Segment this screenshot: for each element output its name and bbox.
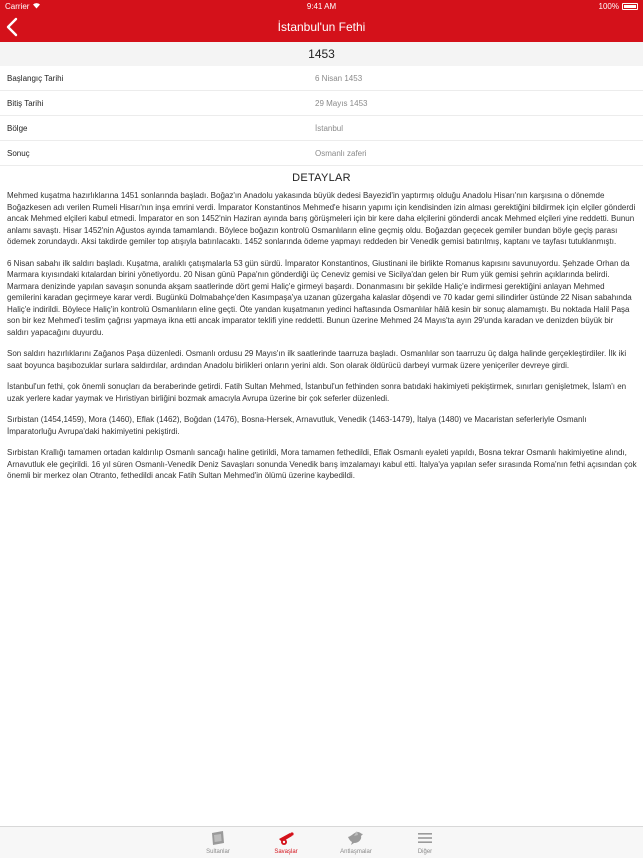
info-row-end-date	[0, 91, 643, 116]
battery-icon	[622, 3, 638, 10]
info-value: 6 Nisan 1453	[315, 74, 363, 83]
year-header: 1453	[0, 42, 643, 66]
navigation-bar	[0, 14, 643, 42]
info-row-region	[0, 116, 643, 141]
info-label: Bitiş Tarihi	[7, 99, 44, 108]
page-title: İstanbul'un Fethi	[277, 20, 366, 34]
info-table	[0, 66, 643, 166]
info-value: 29 Mayıs 1453	[315, 99, 368, 108]
details-heading: DETAYLAR	[292, 172, 351, 184]
info-row-start-date	[0, 66, 643, 91]
info-row-result	[0, 141, 643, 166]
paragraph: İstanbul'un fethi, çok önemli sonuçları da beraberinde getirdi. Fatih Sultan Mehmed, İstanbul'un fethinden sonra batıdaki hakimiyeti pekiştirmek, sınırları genişletmek, İslam'ı en uzak yerlere kadar yaymak ve Hıristiyan birliğini bozmak amacıyla Avrupa üzerine bir çok seferler düzenledi.	[7, 382, 627, 403]
status-bar	[0, 0, 643, 14]
info-label: Sonuç	[7, 149, 30, 158]
paragraph: Sırbistan (1454,1459), Mora (1460), Eflak (1462), Boğdan (1476), Bosna-Hersek, Arnavutluk, Venedik (1463-1479), İtalya (1480) ve Macaristan seferleriyle Osmanlı İmparatorluğu Avrupa'daki hakimiyetini pekiştirdi.	[7, 415, 587, 436]
carrier-label: Carrier	[5, 2, 30, 11]
paragraph: Mehmed kuşatma hazırlıklarına 1451 sonlarında başladı. Boğaz'ın Anadolu yakasında büyük dedesi Bayezid'in yaptırmış olduğu Anadolu Hisarı'nın karşısına o dönemde Boğazkesen adı verilen Rumeli Hisarı'nın inşa emrini verdi. İmparator Konstantinos Mehmed'e hisarın yapımı için kendisinden izin alması gerektiğini bildirmek için elçiler gönderdi ancak Mehmed elçileri kabul etmedi. İmparator en son 1452'nin Haziran ayında barış görüşmeleri için bir kere daha elçilerini gönderdi ancak Mehmed elçileri yine reddetti. Bunun anlamı savaştı. Hisar 1452'nin Ağustos ayında tamamlandı. Böylece boğazın kontrolü Osmanlıların eline geçmiş oldu. Boğazdan geçecek gemiler bundan böyle geçiş parası ödemek zorundaydı. Aksi takdirde gemiler top atışıyla batırılacaktı. 1452 sonlarında ödeme yapmayı reddeden bir Venedik gemisi batırılmış, kaptanı ve tayfası tutuklanmıştı.	[7, 191, 636, 246]
tab-label: Diğer	[417, 849, 433, 855]
tab-label: Antlaşmalar	[340, 849, 372, 855]
paragraph: 6 Nisan sabahı ilk saldırı başladı. Kuşatma, aralıklı çatışmalarla 53 gün sürdü. İmparator Konstantinos, Giustinani ile birlikte Romanus kapısını savunuyordu. Şehzade Orhan da Marmara kıyısındaki kıtalardan birini yönetiyordu. 20 Nisan günü Papa'nın gönderdiği üç Ceneviz gemisi ve Sicilya'dan gelen bir Rum yük gemisi şehrin açıklarında belirdi. Marmara denizinde yapılan savaşın sonunda akşam saatlerinde dört gemi Haliç'e girmeyi başardı. Donanmasını bir şekilde Haliç'e indirmesi gerektiğini anlayan Mehmed gemilerini karadan geçirmeye karar verdi. Bugünkü Dolmabahçe'den Kasımpaşa'ya uzanan güzergaha kalaslar döşendi ve 70 kadar gemi silindirler üstünde 22 Nisan sabahında Haliç'e indirildi. Böylece Haliç'in kontrolü Osmanlıların eline geçti. Öte yandan kuşatmanın yedinci haftasında Osmanlılar hâlâ kesin bir sonuç alamamıştı. Bu noktada Halil Paşa son bir kez Mehmed'i teslim çağrısı yapmaya ikna etti ancak imparator teklifi yine reddetti. Bunun üzerine Mehmed 24 Mayıs'ta ayın 29'unda karadan ve denizden büyük bir saldırı yapacağını duyurdu.	[7, 258, 632, 337]
battery-percent: 100%	[598, 2, 619, 11]
info-label: Başlangıç Tarihi	[7, 74, 64, 83]
cannon-icon	[276, 830, 296, 846]
tab-sultanlar[interactable]	[188, 830, 248, 855]
tab-label: Savaşlar	[274, 849, 298, 855]
tab-diger[interactable]	[395, 830, 455, 855]
paragraph: Sırbistan Krallığı tamamen ortadan kaldırılıp Osmanlı sancağı haline getirildi, Mora tamamen fethedildi, Eflak Osmanlı eyaleti yapıldı, Bosna tekrar Osmanlı hakimiyetine alındı, Arnavutluk ele geçirildi. 16 yıl süren Osmanlı-Venedik Deniz Savaşları sonunda Venedik barış imzalamayı kabul etti. İtalya'ya yapılan sefer sırasında Roma'nın fethi açısından çok önemli bir merkez olan Otranto, fethedildi ancak Fatih Sultan Mehmed'in ölümü üzerine kaybedildi.	[7, 448, 637, 480]
menu-icon	[415, 830, 435, 846]
tab-bar	[0, 826, 643, 858]
info-value: İstanbul	[315, 124, 344, 133]
tab-savaslar[interactable]	[256, 830, 316, 855]
status-time: 9:41 AM	[306, 2, 337, 11]
info-value: Osmanlı zaferi	[315, 149, 367, 158]
details-text	[7, 190, 637, 492]
paragraph: Son saldırı hazırlıklarını Zağanos Paşa düzenledi. Osmanlı ordusu 29 Mayıs'ın ilk saatlerinde taarruza başladı. Osmanlılar son taarruzu üç dalga halinde gerçekleştirdiler. İlk iki saat boyunca başıbozuklar surlara saldırdılar, ardından Anadolu birlikleri onların yerini aldı. Son olarak öldürücü darbeyi vurmak üzere yeniçeriler devreye girdi.	[7, 349, 627, 370]
tab-antlasmalar[interactable]	[326, 830, 386, 855]
dove-icon	[346, 830, 366, 846]
sultan-icon	[208, 830, 228, 846]
tab-label: Sultanlar	[206, 849, 230, 855]
info-label: Bölge	[7, 124, 28, 133]
